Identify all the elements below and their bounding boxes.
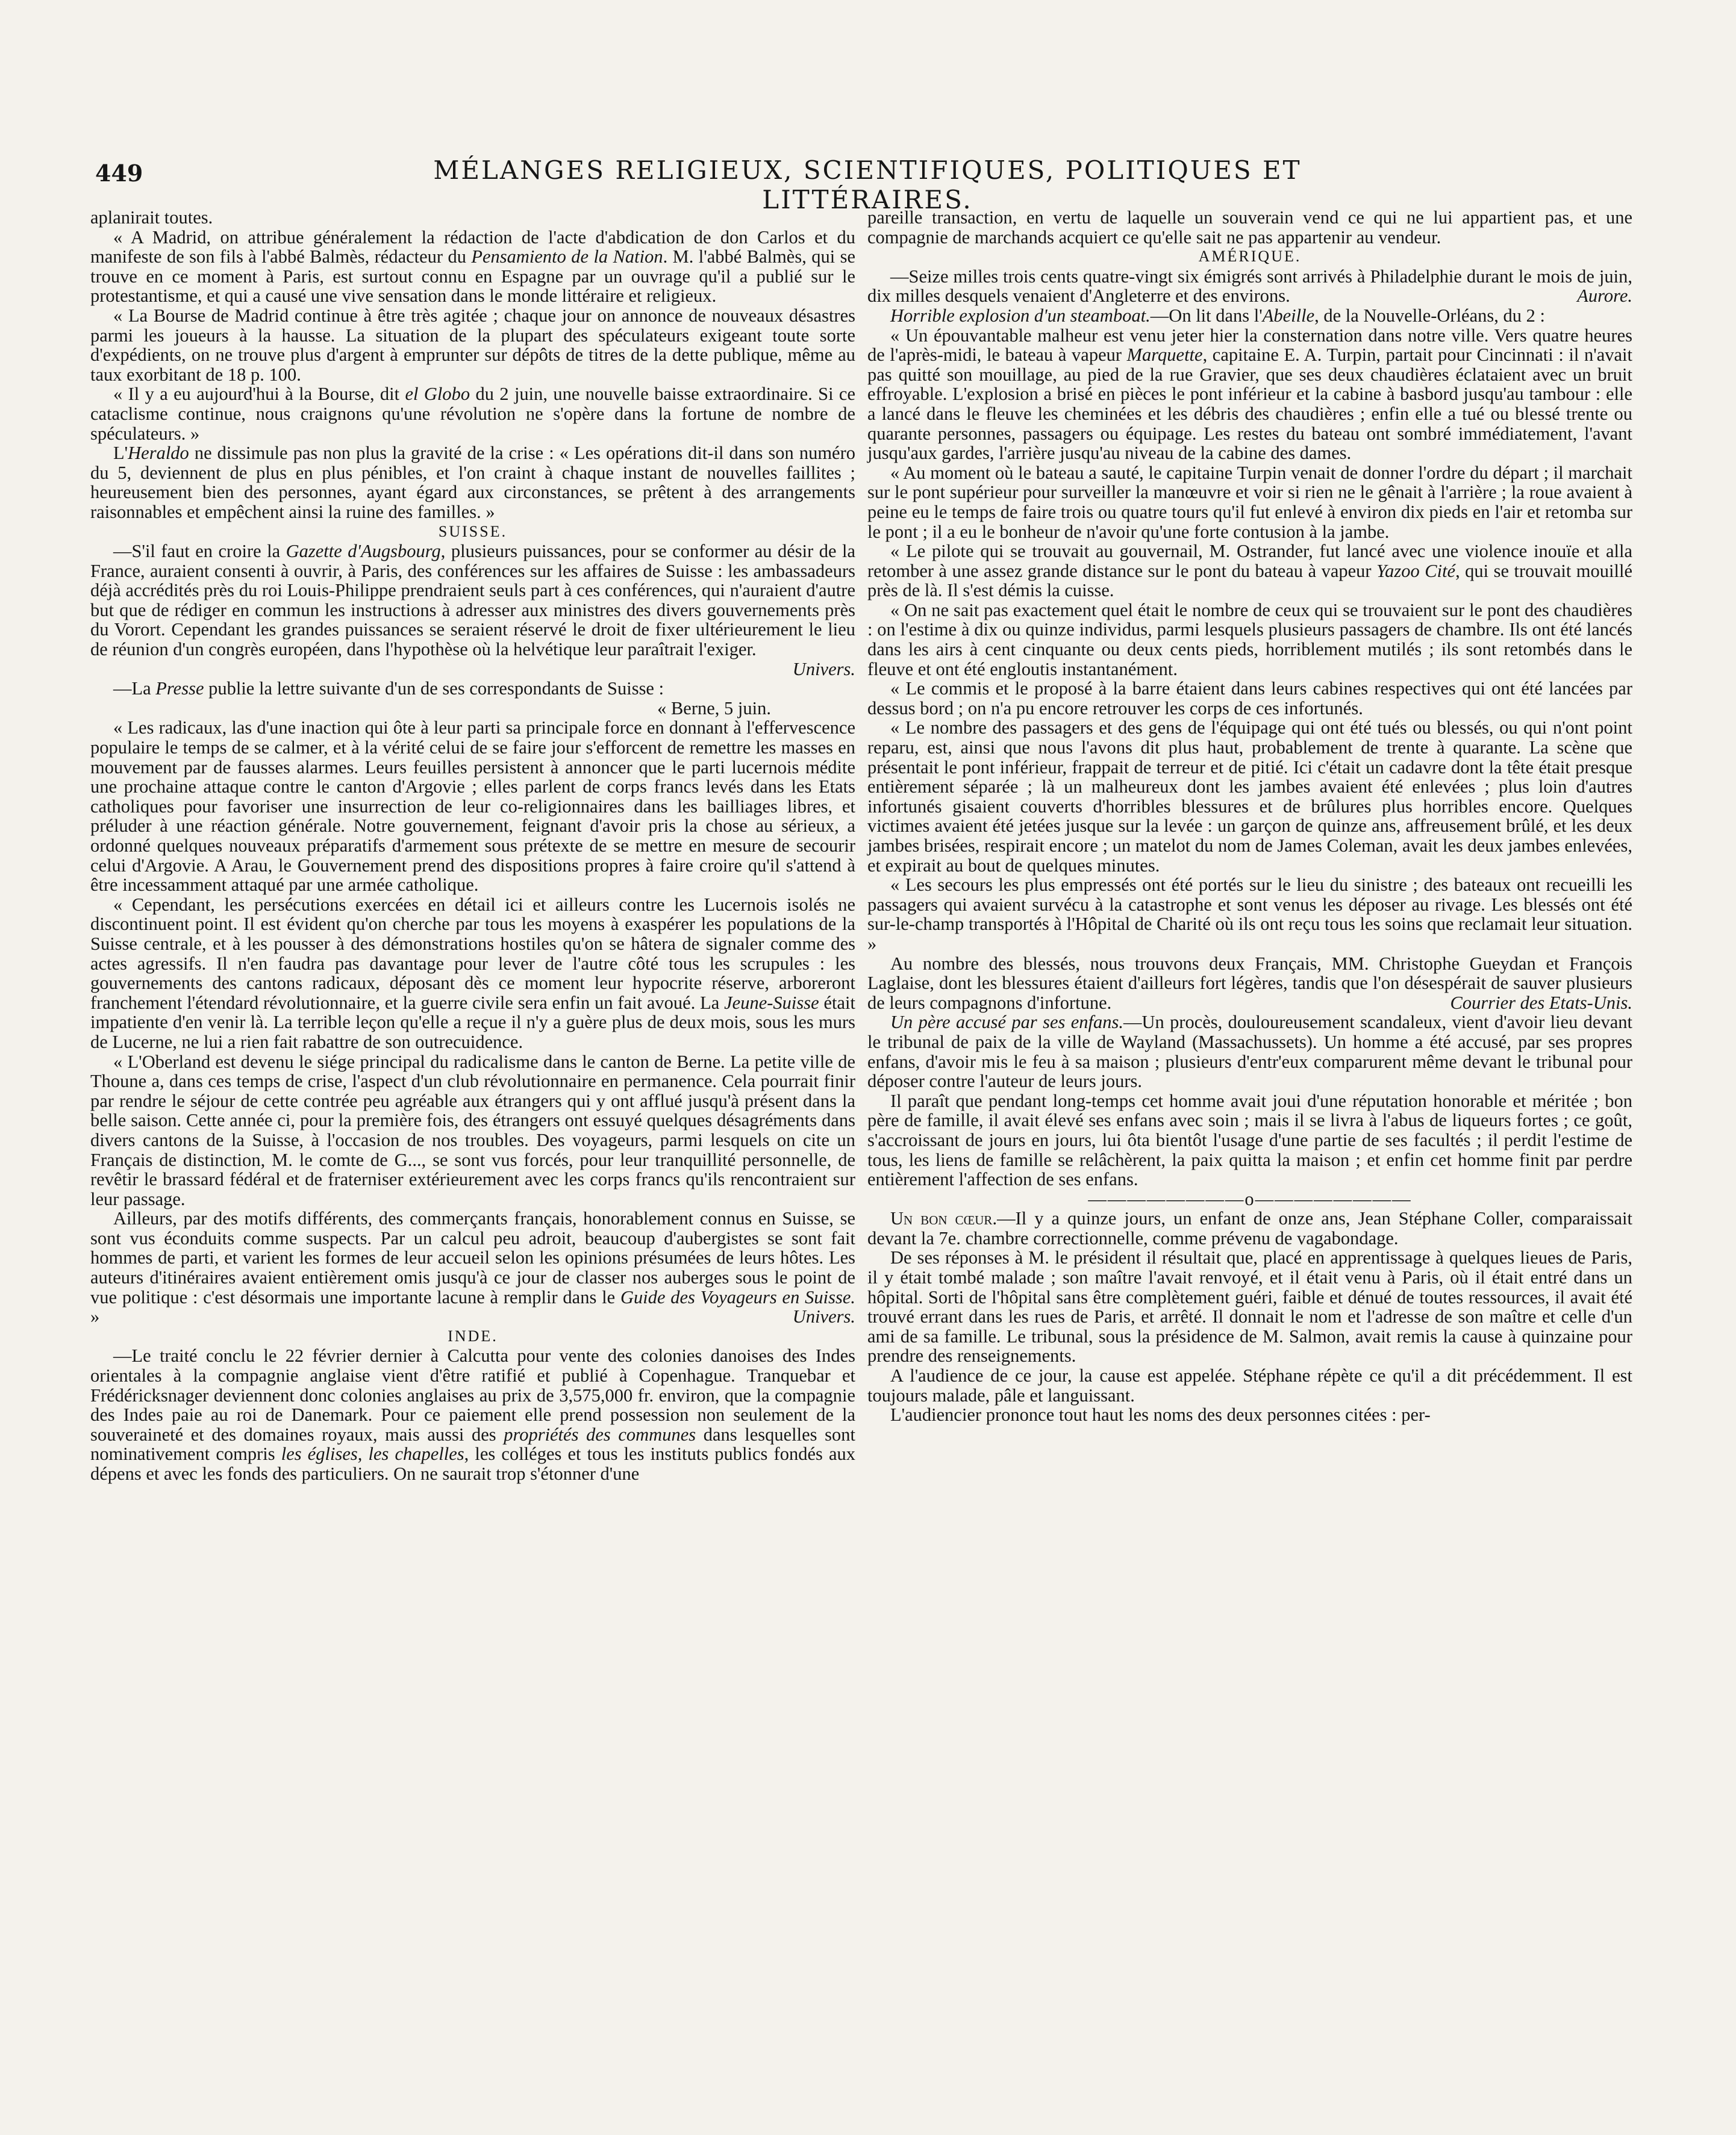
text: était impatiente d'en venir là. La terrible leçon qu'elle a reçue il n'y a guère plus de deux mois, sous les murs de Lucerne, ne lui a rien fait rabattre de son outrecuidence. xyxy=(90,992,855,1052)
paragraph: « Les radicaux, las d'une inaction qui ôte à leur parti sa principale force en donnant à l'effervescence populaire le temps de se calmer, et à la vérité celui de se faire jour s'efforcent de remettre les masses en mouvement par de fausses alarmes. Leurs feuilles persistent à annoncer que le parti lucernois médite une prochaine attaque contre le canton d'Argovie ; elles parlent de corps francs levés dans les Etats catholiques pour favoriser une insurrection de leur co-religionnaires dans les bailliages libres, et préluder à une réaction générale. Notre gouvernement, feignant d'avoir pris la chose au sérieux, a ordonné quelques nouveaux préparatifs d'armement sous prétexte de se mettre en mesure de secourir celui d'Argovie. A Arau, le Gouvernement prend des dispositions propres à faire croire qu'il s'attend à être incessamment attaqué par une armée catholique. xyxy=(90,717,855,896)
text: —Il y a quinze jours, un enfant de onze ans, Jean Stéphane Coller, comparaissait devant la 7e. chambre correctionnelle, comme prévenu de vagabondage. xyxy=(867,1208,1632,1248)
paragraph xyxy=(867,1012,1632,1091)
text: dans lesquelles sont nominativement compris xyxy=(90,1424,855,1465)
text: —S'il faut en croire la xyxy=(113,541,286,562)
paragraph xyxy=(867,954,1632,1013)
text: « Il y a eu aujourd'hui à la Bourse, dit xyxy=(113,384,405,405)
periodical-title: Jeune-Suisse xyxy=(724,992,819,1013)
text: —Seize milles trois cents quatre-vingt six émigrés sont arrivés à Philadelphie durant le mois de juin, dix milles desquels venaient d'Angleterre et des environs. xyxy=(867,266,1632,307)
text: L' xyxy=(113,443,128,464)
periodical-title: Abeille xyxy=(1262,305,1315,326)
text: , de la Nouvelle-Orléans, du 2 : xyxy=(1314,305,1545,326)
text: Ailleurs, par des motifs différents, des commerçants français, honorablement connus en Suisse, se sont vus éconduits comme suspects. Par un calcul peu adroit, beaucoup d'aubergistes se sont fait hommes de parti, et varient les formes de leur accueil selon les opinions présumées de leurs hôtes. Les auteurs d'itinéraires avaient entièrement omis jusqu'à ce jour de classer nos auberges sous le point de vue politique : c'est désormais une importante lacune à remplir dans le xyxy=(90,1208,855,1307)
text: —Le traité conclu le 22 février dernier à Calcutta pour vente des colonies danoises des Indes orientales à la compagnie anglaise vient d'être ratifié et publié à Copenhague. Tranquebar et Frédéricksnager deviennent donc colonies anglaises au prix de 3,575,000 fr. environ, que la compagnie des Indes paie au roi de Danemark. Pour ce paiement elle prend possession non seulement de la souveraineté et des domaines royaux, mais aussi des xyxy=(90,1345,855,1445)
source-credit: Aurore. xyxy=(1577,285,1632,307)
paragraph xyxy=(867,541,1632,600)
paragraph: « Le commis et le proposé à la barre étaient dans leurs cabines respectives qui ont été lancées par dessus bord ; on n'a pu encore retrouver les corps de ces infortunés. xyxy=(867,678,1632,718)
paragraph xyxy=(90,384,855,443)
source-credit xyxy=(90,659,855,679)
text: —La xyxy=(113,678,156,699)
source-name: Univers. xyxy=(792,658,855,679)
paragraph xyxy=(867,267,1632,306)
paragraph: « Au moment où le bateau a sauté, le capitaine Turpin venait de donner l'ordre du départ ; il marchait sur le pont supérieur pour surveiller la manœuvre et voir si rien ne le gênait à l'arrière ; la roue avaient à peine eu le temps de faire trois ou quatre tours qu'il fut enlevé à environ dix pieds en l'air et retomba sur le pont ; il a eu le bonheur de n'avoir qu'une forte contusion à la jambe. xyxy=(867,462,1632,542)
text: Au nombre des blessés, nous trouvons deux Français, MM. Christophe Gueydan et François Laglaise, dont les blessures étaient d'ailleurs fort légères, tandis que l'on désespérait de sauver plusieurs de leurs compagnons d'infortune. xyxy=(867,953,1632,1013)
periodical-title: Gazette d'Augsbourg xyxy=(286,541,441,562)
section-heading-amerique: AMÉRIQUE. xyxy=(1198,248,1302,266)
paragraph xyxy=(867,306,1632,326)
section-heading-inde: INDE. xyxy=(448,1327,498,1345)
text: publie la lettre suivante d'un de ses correspondants de Suisse : xyxy=(204,678,664,699)
paragraph: pareille transaction, en vertu de laquelle un souverain vend ce qui ne lui appartient pas, et une compagnie de marchands acquiert ce qu'elle sait ne pas appartenir au vendeur. xyxy=(867,207,1632,248)
article-title: Horrible explosion d'un steamboat. xyxy=(890,305,1151,326)
paragraph: Il paraît que pendant long-temps cet homme avait joui d'une réputation honorable et méritée ; bon père de famille, il avait élevé ses enfans avec soin ; mais il se livra à l'abus de liqueurs fortes ; ce goût, s'accroissant de jours en jours, lui ôta bientôt l'usage d'une partie de ses facultés ; il perdit l'estime de tous, les liens de famille se relâchèrent, la paix quitta la maison ; et enfin cet homme finit par perdre entièrement l'affection de ses enfans. xyxy=(867,1090,1632,1190)
paragraph xyxy=(90,1209,855,1327)
page-number: 449 xyxy=(95,160,143,187)
source-credit: Univers. xyxy=(792,1306,855,1327)
paragraph: « La Bourse de Madrid continue à être très agitée ; chaque jour on annonce de nouveaux désastres parmi les joueurs à la hausse. La situation de la plupart des spéculateurs exigeant toute sorte d'expédients, on ne trouve plus d'argent à emprunter sur dépôts de titres de la dette publique, même au taux exorbitant de 18 p. 100. xyxy=(90,305,855,385)
source-credit: Courrier des Etats-Unis. xyxy=(1450,992,1632,1013)
separator: ————————o———————— xyxy=(1088,1188,1412,1209)
text: « A Madrid, on attribue généralement la rédaction de l'acte d'abdication de don Carlos et du manifeste de son fils à l'abbé Balmès, rédacteur du xyxy=(90,226,855,267)
text: ne dissimule pas non plus la gravité de la crise : « Les opérations dit-il dans son numéro du 5, deviennent de plus en plus pénibles, et l'on craint à chaque instant de nouvelles faillites ; heureusement bien des personnes, ayant égard aux circonstances, se prêtent à des arrangements raisonnables et empêchent ainsi la ruine des familles. » xyxy=(90,443,855,522)
ship-name: Marquette xyxy=(1126,344,1203,366)
periodical-title: Presse xyxy=(155,678,204,699)
text: —Un procès, douloureusement scandaleux, vient d'avoir lieu devant le tribunal de paix de la ville de Wayland (Massachussets). Un homme a été accusé, par ses propres enfans, d'avoir mis le feu à sa maison ; plusieurs d'entr'eux comparurent même devant le tribunal pour déposer contre l'auteur de leurs jours. xyxy=(867,1012,1632,1092)
section-heading-suisse: SUISSE. xyxy=(438,522,508,540)
left-column xyxy=(90,208,855,1484)
text: « Le pilote qui se trouvait au gouvernail, M. Ostrander, fut lancé avec une violence inouïe et alla retomber à une assez grande distance sur le pont du bateau à vapeur xyxy=(867,541,1632,581)
paragraph: A l'audience de ce jour, la cause est appelée. Stéphane répète ce qu'il a dit précédemment. Il est toujours malade, pâle et languissant. xyxy=(867,1365,1632,1406)
paragraph xyxy=(90,895,855,1052)
text: —On lit dans l' xyxy=(1150,305,1263,326)
emphasis: les églises, les chapelles xyxy=(281,1444,464,1465)
text: . M. l'abbé Balmès, qui se trouve en ce moment à Paris, est surtout connu en Espagne par un ouvrage qu'il a publié sur le protestantisme, et qui a causé une vive sensation dans le monde littéraire et religieux. xyxy=(90,246,855,307)
paragraph: « Les secours les plus empressés ont été portés sur le lieu du sinistre ; des bateaux ont recueilli les passagers qui avaient survécu à la catastrophe et sont venus les déposer au rivage. Les blessés ont été sur-le-champ transportés à l'Hôpital de Charité où ils ont reçu tous les soins que reclamait leur situation. » xyxy=(867,874,1632,954)
paragraph: L'audiencier prononce tout haut les noms des deux personnes citées : per- xyxy=(890,1404,1431,1426)
book-title: Guide des Voyageurs en Suisse. xyxy=(620,1286,855,1307)
paragraph xyxy=(90,443,855,522)
paragraph xyxy=(90,1346,855,1483)
running-title: MÉLANGES RELIGIEUX, SCIENTIFIQUES, POLITIQUES ET LITTÉRAIRES. xyxy=(433,155,1302,214)
paragraph: aplanirait toutes. xyxy=(90,207,213,228)
paragraph xyxy=(90,228,855,306)
paragraph: « L'Oberland est devenu le siége principal du radicalisme dans le canton de Berne. La petite ville de Thoune a, dans ces temps de crise, l'aspect d'un club révolutionnaire en permanence. Cela pourrait finir par rendre le séjour de cette contrée peu agréable aux étrangers qui y ont afflué jusqu'à présent dans la belle saison. Cette année ci, pour la première fois, des étrangers ont essuyé quelques désagréments dans divers cantons de la Suisse, à l'occasion de nos troubles. Des voyageurs, parmi lesquels on cite un Français de distinction, M. le comte de G..., se sont vus forcés, pour leur tranquillité personnelle, de revêtir le brassard fédéral et de fraterniser extérieurement avec les corps francs qu'ils rencontraient sur leur passage. xyxy=(90,1051,855,1209)
text: « Cependant, les persécutions exercées en détail ici et ailleurs contre les Lucernois isolés ne discontinuent point. Il est évident qu'on cherche par tous les moyens à exaspérer les populations de la Suisse centrale, et à les pousser à des démonstrations hostiles qu'on se hâtera de signaler comme des actes agressifs. Il n'en faudra pas davantage pour lever de l'autre côté tous les scrupules : les gouvernements des cantons radicaux, déposant dès ce moment leur hypocrite réserve, arboreront franchement l'étendard révolutionnaire, et la guerre civile sera enfin un fait avoué. La xyxy=(90,894,855,1013)
text: du 2 juin, une nouvelle baisse extraordinaire. Si ce cataclisme continue, nous craignons qu'une révolution ne s'opère dans la fortune de nombre de spéculateurs. » xyxy=(90,384,855,444)
text: « Un épouvantable malheur est venu jeter hier la consternation dans notre ville. Vers quatre heures de l'après-midi, le bateau à vapeur xyxy=(867,325,1632,366)
paragraph: De ses réponses à M. le président il résultait que, placé en apprentissage à quelques lieues de Paris, il y était tombé malade ; son maître l'avait renvoyé, et il était venu à Paris, où il était entré dans un hôpital. Sorti de l'hôpital sans être complètement guéri, faible et dénué de toutes ressources, il avait été trouvé errant dans les rues de Paris, et arrêté. Il donnait le nom et l'adresse de son maître et celle d'un ami de sa famille. Le tribunal, sous la présidence de M. Salmon, avait remis la cause à quinzaine pour prendre des renseignements. xyxy=(867,1247,1632,1367)
paragraph: « On ne sait pas exactement quel était le nombre de ceux qui se trouvaient sur le pont des chaudières : on l'estime à dix ou quinze individus, parmi lesquels plusieurs passagers de chambre. Ils ont été lancés dans les airs à cent cinquante ou deux cents pieds, horriblement mutilés ; ils sont retombés dans le fleuve et ont été engloutis instantanément. xyxy=(867,599,1632,679)
dateline: « Berne, 5 juin. xyxy=(657,697,771,718)
periodical-title: Heraldo xyxy=(128,443,189,464)
text: , capitaine E. A. Turpin, partait pour Cincinnati : il n'avait pas quitté son mouillage, au pied de la rue Gravier, que ses deux chaudières éclataient avec un bruit effroyable. L'explosion a brisé en pièces le pont inférieur et la cabine à basbord jusqu'au tambour : elle a lancé dans le fleuve les cheminées et les débris des chaudières ; enfin elle a tué ou blessé trente ou quarante personnes, passagers ou équipage. Les restes du bateau ont sombré immédiatement, l'avant jusqu'aux gardes, l'arrière jusqu'au niveau de la cabine des dames. xyxy=(867,344,1632,464)
paragraph xyxy=(867,326,1632,463)
paragraph xyxy=(90,541,855,659)
right-column xyxy=(867,208,1632,1425)
paragraph: « Le nombre des passagers et des gens de l'équipage qui ont été tués ou blessés, ou qui n'ont point reparu, est, ainsi que nous l'avons dit plus haut, probablement de trente à quarante. La scène que présentait le pont inférieur, frappait de terreur et de pitié. Ici c'était un cadavre dont la tête était presque entièrement séparée ; là un malheureux dont les jambes avaient été enlevées ; plus loin d'autres infortunés gisaient couverts d'horribles blessures et de brûlures plus horribles encore. Quelques victimes avaient été jetées jusque sur la levée : un garçon de quinze ans, affreusement brûlé, et les deux jambes brisées, respirait encore ; un matelot du nom de James Coleman, avait les deux jambes enlevées, et expirait au bout de quelques minutes. xyxy=(867,717,1632,876)
paragraph xyxy=(867,1209,1632,1248)
text: , plusieurs puissances, pour se conformer au désir de la France, auraient consenti à ouvrir, à Paris, des conférences sur les affaires de Suisse : les ambassadeurs déjà accrédités près du roi Louis-Philippe prendraient seuls part à ces conférences, qui n'auraient d'autre but que de rédiger en commun les instructions à adresser aux ministres des divers gouvernements près du Vorort. Cependant les grandes puissances se seraient réservé le droit de fixer ultérieurement le lieu de réunion d'un congrès européen, dans l'hypothèse où la helvétique leur paraîtrait l'exiger. xyxy=(90,541,856,660)
text: , qui se trouvait mouillé près de là. Il s'est démis la cuisse. xyxy=(867,560,1632,601)
paragraph xyxy=(90,679,855,699)
periodical-title: el Globo xyxy=(405,384,470,405)
periodical-title: Pensamiento de la Nation xyxy=(471,246,663,267)
article-title: Un bon cœur. xyxy=(890,1208,998,1229)
text: , les colléges et tous les instituts publics fondés aux dépens et avec les fonds des particuliers. On ne saurait trop s'étonner d'une xyxy=(90,1444,856,1484)
emphasis: propriétés des communes xyxy=(504,1424,696,1445)
ship-name: Yazoo Cité xyxy=(1376,560,1456,581)
article-title: Un père accusé par ses enfans. xyxy=(890,1012,1123,1033)
text: » xyxy=(90,1306,100,1327)
